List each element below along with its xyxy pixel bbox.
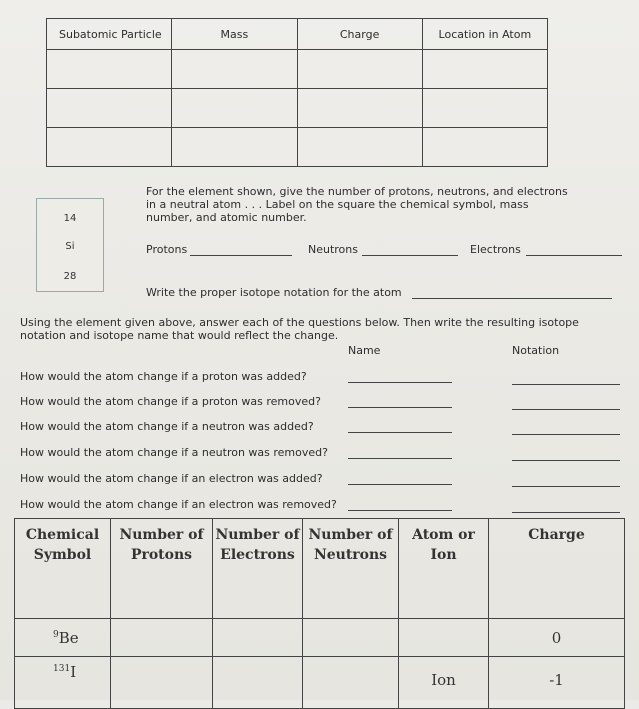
header-charge: Charge bbox=[489, 519, 625, 619]
notation-column-header: Notation bbox=[512, 344, 560, 357]
header-number-of-neutrons: Number of Neutrons bbox=[303, 519, 399, 619]
neutrons-cell[interactable] bbox=[303, 619, 399, 657]
isotope-prompt: Write the proper isotope notation for the atom bbox=[146, 286, 402, 299]
table-header-row bbox=[47, 19, 548, 50]
neutrons-cell[interactable] bbox=[303, 657, 399, 709]
electrons-cell[interactable] bbox=[213, 619, 303, 657]
electrons-label: Electrons bbox=[470, 243, 521, 256]
name-column-header: Name bbox=[348, 344, 381, 357]
table-row bbox=[47, 128, 548, 167]
name-blank[interactable] bbox=[348, 382, 452, 383]
instruction-line-2: in a neutral atom . . . Label on the square the chemical symbol, mass bbox=[146, 198, 529, 211]
header-charge: Charge bbox=[297, 19, 422, 50]
table-cell[interactable] bbox=[422, 128, 547, 167]
change-intro-line-2: notation and isotope name that would reflect the change. bbox=[20, 329, 339, 342]
table-header-row bbox=[15, 519, 625, 619]
table-cell[interactable] bbox=[172, 128, 297, 167]
mass-number: 28 bbox=[63, 271, 77, 282]
question-neutron-removed: How would the atom change if a neutron was removed? bbox=[20, 446, 328, 459]
atom-or-ion-cell[interactable]: Ion bbox=[399, 657, 489, 709]
table-cell[interactable] bbox=[47, 89, 172, 128]
electrons-blank[interactable] bbox=[526, 255, 622, 256]
notation-blank[interactable] bbox=[512, 409, 620, 410]
header-chemical-symbol: Chemical Symbol bbox=[15, 519, 111, 619]
table-row bbox=[15, 619, 625, 657]
table-cell[interactable] bbox=[297, 89, 422, 128]
table-cell[interactable] bbox=[47, 128, 172, 167]
atom-or-ion-cell[interactable] bbox=[399, 619, 489, 657]
question-electron-removed: How would the atom change if an electron was removed? bbox=[20, 498, 337, 511]
protons-label: Protons bbox=[146, 243, 188, 256]
header-number-of-protons: Number of Protons bbox=[111, 519, 213, 619]
atomic-number: 14 bbox=[63, 213, 77, 224]
table-row bbox=[47, 89, 548, 128]
element-square[interactable] bbox=[36, 198, 104, 292]
table-cell[interactable] bbox=[172, 50, 297, 89]
ion-table bbox=[14, 518, 625, 709]
table-cell[interactable] bbox=[297, 50, 422, 89]
change-intro-line-1: Using the element given above, answer each of the questions below. Then write the resulting isotope bbox=[20, 316, 579, 329]
neutrons-label: Neutrons bbox=[308, 243, 358, 256]
header-mass: Mass bbox=[172, 19, 297, 50]
symbol-text: Be bbox=[58, 628, 79, 647]
protons-cell[interactable] bbox=[111, 657, 213, 709]
instruction-line-3: number, and atomic number. bbox=[146, 211, 307, 224]
subatomic-particle-table bbox=[46, 18, 548, 167]
table-row bbox=[47, 50, 548, 89]
table-cell[interactable] bbox=[297, 128, 422, 167]
table-row bbox=[15, 657, 625, 709]
protons-cell[interactable] bbox=[111, 619, 213, 657]
electrons-cell[interactable] bbox=[213, 657, 303, 709]
charge-cell[interactable]: 0 bbox=[489, 619, 625, 657]
name-blank[interactable] bbox=[348, 484, 452, 485]
notation-blank[interactable] bbox=[512, 384, 620, 385]
table-cell[interactable] bbox=[47, 50, 172, 89]
notation-blank[interactable] bbox=[512, 460, 620, 461]
name-blank[interactable] bbox=[348, 407, 452, 408]
notation-blank[interactable] bbox=[512, 512, 620, 513]
symbol-cell bbox=[15, 657, 111, 709]
header-subatomic-particle: Subatomic Particle bbox=[47, 19, 172, 50]
name-blank[interactable] bbox=[348, 458, 452, 459]
table-cell[interactable] bbox=[422, 89, 547, 128]
mass-superscript: 131 bbox=[53, 664, 71, 674]
question-proton-added: How would the atom change if a proton was added? bbox=[20, 370, 307, 383]
isotope-blank[interactable] bbox=[412, 298, 612, 299]
header-atom-or-ion: Atom or Ion bbox=[399, 519, 489, 619]
neutrons-blank[interactable] bbox=[362, 255, 458, 256]
question-electron-added: How would the atom change if an electron was added? bbox=[20, 472, 323, 485]
charge-cell[interactable]: -1 bbox=[489, 657, 625, 709]
header-number-of-electrons: Number of Electrons bbox=[213, 519, 303, 619]
name-blank[interactable] bbox=[348, 510, 452, 511]
header-location: Location in Atom bbox=[422, 19, 547, 50]
question-neutron-added: How would the atom change if a neutron was added? bbox=[20, 420, 314, 433]
notation-blank[interactable] bbox=[512, 434, 620, 435]
protons-blank[interactable] bbox=[190, 255, 292, 256]
notation-blank[interactable] bbox=[512, 486, 620, 487]
mass-superscript: 9 bbox=[53, 629, 59, 640]
table-cell[interactable] bbox=[422, 50, 547, 89]
element-symbol: Si bbox=[65, 241, 75, 252]
symbol-cell bbox=[15, 619, 111, 657]
instruction-line-1: For the element shown, give the number of protons, neutrons, and electrons bbox=[146, 185, 568, 198]
question-proton-removed: How would the atom change if a proton was removed? bbox=[20, 395, 321, 408]
table-cell[interactable] bbox=[172, 89, 297, 128]
name-blank[interactable] bbox=[348, 432, 452, 433]
symbol-text: I bbox=[70, 663, 77, 681]
